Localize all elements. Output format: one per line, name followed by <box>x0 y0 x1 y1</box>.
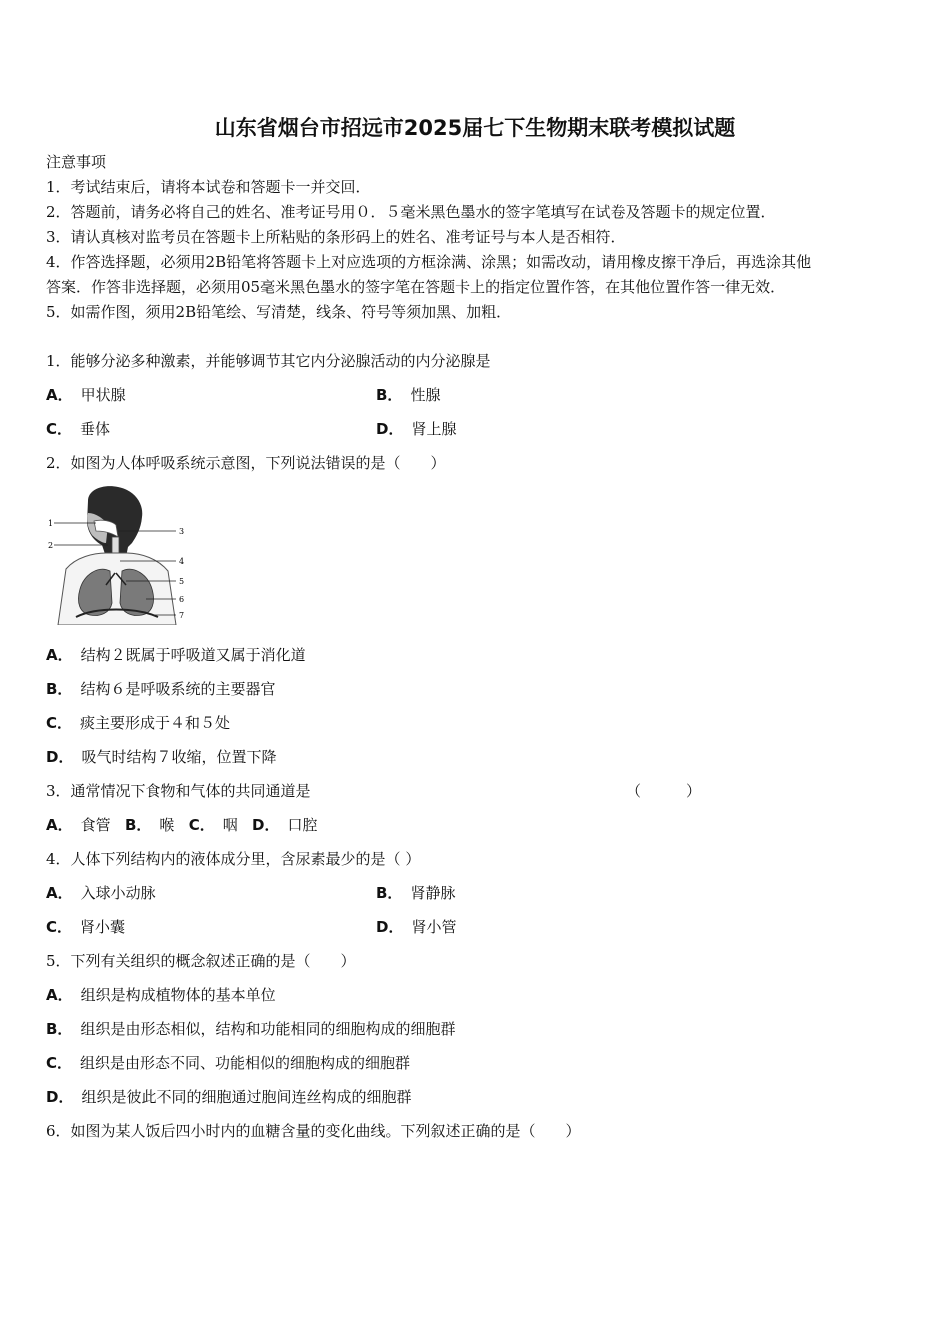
option-text: 结构２既属于呼吸道又属于消化道 <box>80 646 306 664</box>
option-text: 口腔 <box>287 816 318 834</box>
page-title: 山东省烟台市招远市2025届七下生物期末联考模拟试题 <box>214 116 736 140</box>
option-label: C． <box>46 714 73 732</box>
option-text: 组织是由形态相似，结构和功能相同的细胞构成的细胞群 <box>80 1020 456 1038</box>
figure-label-1: 1 <box>48 519 54 528</box>
question-2-option-d[interactable] <box>46 746 276 767</box>
question-4-option-a[interactable] <box>46 882 156 903</box>
option-label: C． <box>188 816 215 834</box>
option-label: A． <box>46 816 73 834</box>
option-label: C． <box>46 1054 73 1072</box>
figure-label-2: 2 <box>48 541 54 550</box>
figure-label-4: 4 <box>179 557 185 566</box>
option-text: 组织是彼此不同的细胞通过胞间连丝构成的细胞群 <box>81 1088 412 1106</box>
question-5-option-c[interactable] <box>46 1052 410 1073</box>
option-text: 食管 <box>80 816 111 834</box>
question-6-stem: 6．如图为某人饭后四小时内的血糖含量的变化曲线。下列叙述正确的是（ ） <box>46 1122 581 1140</box>
option-label: D． <box>46 1088 74 1106</box>
question-1-stem: 1．能够分泌多种激素，并能够调节其它内分泌腺活动的内分泌腺是 <box>46 352 491 370</box>
option-label: B． <box>376 386 403 404</box>
option-text: 咽 <box>222 816 238 834</box>
question-3-options <box>46 814 318 835</box>
question-3-answer-blank: （ ） <box>626 782 702 800</box>
question-5-option-a[interactable] <box>46 984 276 1005</box>
notes-item: 答案．作答非选择题，必须用05毫米黑色墨水的签字笔在答题卡上的指定位置作答，在其他位置作答一律无效． <box>46 278 786 296</box>
notes-item: 5．如需作图，须用2B铅笔绘、写清楚，线条、符号等须加黑、加粗． <box>46 303 512 321</box>
option-label: B． <box>124 816 152 834</box>
option-text: 垂体 <box>80 420 111 438</box>
figure-label-6: 6 <box>179 595 185 604</box>
option-text: 组织是构成植物体的基本单位 <box>80 986 276 1004</box>
notes-item: 2．答题前，请务必将自己的姓名、准考证号用０．５毫米黑色墨水的签字笔填写在试卷及答题卡的规定位置． <box>46 203 776 221</box>
option-label: D． <box>252 816 280 834</box>
option-text: 肾小管 <box>411 918 457 936</box>
notes-section <box>46 150 906 325</box>
question-4-option-b[interactable] <box>376 882 455 903</box>
notes-item: 1．考试结束后，请将本试卷和答题卡一并交回． <box>46 178 371 196</box>
question-3-option-c[interactable] <box>189 816 238 834</box>
question-3-option-a[interactable] <box>46 816 111 834</box>
option-label: A． <box>46 986 73 1004</box>
question-2-option-b[interactable] <box>46 678 275 699</box>
option-text: 肾上腺 <box>411 420 457 438</box>
option-text: 肾静脉 <box>410 884 456 902</box>
option-text: 痰主要形成于４和５处 <box>80 714 231 732</box>
figure-label-3: 3 <box>179 527 185 536</box>
question-5-option-b[interactable] <box>46 1018 455 1039</box>
question-3-option-d[interactable] <box>252 816 317 834</box>
option-label: C． <box>46 918 73 936</box>
option-text: 吸气时结构７收缩，位置下降 <box>81 748 277 766</box>
option-label: B． <box>46 680 73 698</box>
question-4-option-c[interactable] <box>46 916 125 937</box>
question-5-stem: 5．下列有关组织的概念叙述正确的是（ ） <box>46 952 356 970</box>
figure-label-7: 7 <box>179 611 185 620</box>
option-label: A． <box>46 386 73 404</box>
question-3-stem: 3．通常情况下食物和气体的共同通道是 <box>46 782 311 800</box>
option-label: D． <box>376 918 404 936</box>
question-2-option-a[interactable] <box>46 644 306 665</box>
notes-item: 3．请认真核对监考员在答题卡上所粘贴的条形码上的姓名、准考证号与本人是否相符． <box>46 228 626 246</box>
option-text: 入球小动脉 <box>80 884 156 902</box>
notes-heading: 注意事项 <box>46 153 107 171</box>
question-3-option-b[interactable] <box>125 816 174 834</box>
question-2-stem: 2．如图为人体呼吸系统示意图，下列说法错误的是（ ） <box>46 454 446 472</box>
question-1-option-a[interactable] <box>46 384 126 405</box>
option-label: C． <box>46 420 73 438</box>
question-4-option-d[interactable] <box>376 916 456 937</box>
option-label: A． <box>46 884 73 902</box>
option-text: 性腺 <box>410 386 441 404</box>
option-text: 甲状腺 <box>80 386 126 404</box>
option-text: 结构６是呼吸系统的主要器官 <box>80 680 276 698</box>
question-2-option-c[interactable] <box>46 712 230 733</box>
option-text: 肾小囊 <box>80 918 126 936</box>
notes-item: 4．作答选择题，必须用2B铅笔将答题卡上对应选项的方框涂满、涂黑；如需改动，请用橡皮擦干净后，再选涂其他 <box>46 253 812 271</box>
question-5-option-d[interactable] <box>46 1086 411 1107</box>
figure-label-5: 5 <box>179 577 185 586</box>
question-1-option-b[interactable] <box>376 384 440 405</box>
option-text: 组织是由形态不同、功能相似的细胞构成的细胞群 <box>80 1054 411 1072</box>
respiratory-system-figure <box>46 485 191 625</box>
question-1-option-c[interactable] <box>46 418 110 439</box>
option-text: 喉 <box>159 816 175 834</box>
option-label: B． <box>46 1020 73 1038</box>
option-label: D． <box>376 420 404 438</box>
option-label: A． <box>46 646 73 664</box>
question-1-option-d[interactable] <box>376 418 456 439</box>
option-label: B． <box>376 884 403 902</box>
question-4-stem: 4．人体下列结构内的液体成分里，含尿素最少的是（ ） <box>46 850 421 868</box>
option-label: D． <box>46 748 74 766</box>
torso-outline <box>58 553 176 625</box>
